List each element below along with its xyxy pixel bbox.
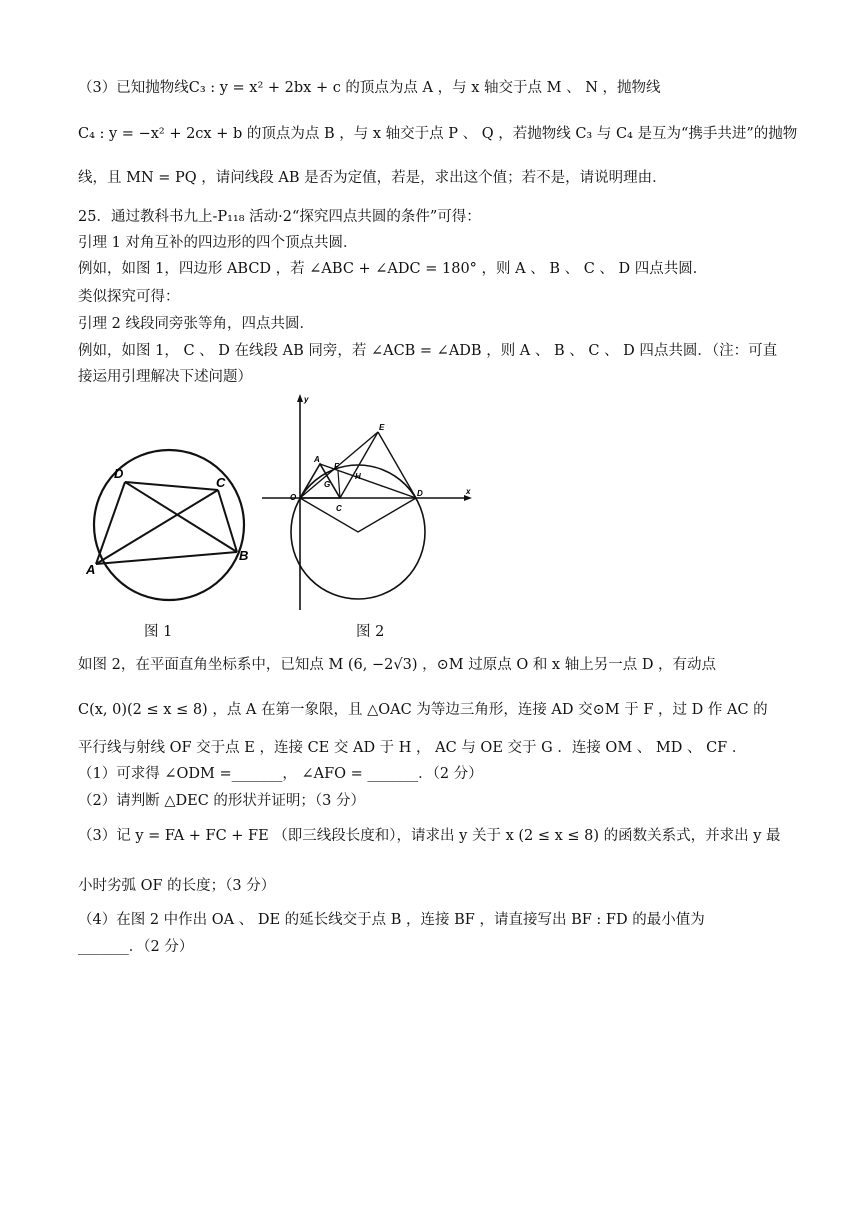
example-1: 例如，如图 1，四边形 ABCD ，若 ∠ABC + ∠ADC = 180° ，则 A 、 B 、 C 、 D 四点共圆．	[78, 261, 708, 277]
q25-setup-line3: 平行线与射线 OF 交于点 E ，连接 CE 交 AD 于 H ， AC 与 OE 交于 G ．连接 OM 、 MD 、 CF ．	[78, 740, 747, 756]
q25-part2: （2）请判断 △DEC 的形状并证明；（3 分）	[78, 793, 365, 809]
q25-setup-line2: C(x, 0)(2 ≤ x ≤ 8) ，点 A 在第一象限，且 △OAC 为等边三角形，连接 AD 交⊙M 于 F ，过 D 作 AC 的	[78, 702, 768, 718]
fig2-label-a: A	[314, 455, 320, 464]
fig2-label-h: H	[355, 472, 361, 481]
fig2-label-y: y	[304, 395, 309, 404]
example-2-line1: 例如，如图 1， C 、 D 在线段 AB 同旁，若 ∠ACB = ∠ADB ，则 A 、 B 、 C 、 D 四点共圆．（注：可直	[78, 343, 778, 359]
similar-text: 类似探究可得：	[78, 289, 180, 305]
q25-intro: 25．通过教科书九上-P₁₁₈ 活动·2“探究四点共圆的条件”可得：	[78, 209, 481, 225]
figure-1	[78, 440, 258, 615]
q25-part3-line2: 小时劣弧 OF 的长度；（3 分）	[78, 878, 276, 894]
fig2-line-de	[378, 432, 416, 498]
q25-setup-line1: 如图 2，在平面直角坐标系中，已知点 M (6, −2√3) ，⊙M 过原点 O 和 x 轴上另一点 D ，有动点	[78, 657, 717, 673]
fig2-label-e: E	[379, 423, 385, 432]
fig2-line-ce	[340, 432, 378, 498]
fig1-label-c: C	[216, 475, 226, 490]
fig2-om-md	[300, 498, 416, 532]
fig1-label-a: A	[86, 562, 96, 577]
q25-part4-line2: _______．（2 分）	[78, 939, 194, 955]
figure-2-caption: 图 2	[356, 624, 385, 640]
fig2-label-x: x	[466, 487, 471, 496]
figure-2	[258, 392, 478, 612]
fig1-label-d: D	[114, 466, 124, 481]
fig1-side-dc	[125, 482, 218, 490]
fig2-label-d: D	[417, 489, 423, 498]
q24-part3-line1: （3）已知抛物线C₃ : y = x² + 2bx + c 的顶点为点 A ，与 x 轴交于点 M 、 N ，抛物线	[78, 80, 661, 96]
q25-part3-line1: （3）记 y = FA + FC + FE （即三线段长度和），请求出 y 关于 x (2 ≤ x ≤ 8) 的函数关系式，并求出 y 最	[78, 828, 781, 844]
fig1-side-ba	[96, 552, 237, 564]
fig2-label-f: F	[334, 462, 339, 471]
fig1-diagonal-db	[125, 482, 237, 552]
fig1-label-b: B	[239, 548, 249, 563]
lemma-1: 引理 1 对角互补的四边形的四个顶点共圆．	[78, 235, 358, 251]
fig2-label-c: C	[336, 504, 342, 513]
q25-part1: （1）可求得 ∠ODM =_______， ∠AFO = _______．（2 分）	[78, 766, 483, 782]
q24-part3-line3: 线，且 MN = PQ ，请问线段 AB 是否为定值，若是，求出这个值；若不是，请说明理由．	[78, 170, 667, 186]
lemma-2: 引理 2 线段同旁张等角，四点共圆．	[78, 316, 314, 332]
figure-1-caption: 图 1	[144, 624, 173, 640]
fig2-label-o: O	[290, 493, 297, 502]
fig2-y-arrow	[297, 394, 303, 402]
example-2-line2: 接运用引理解决下述问题）	[78, 369, 252, 385]
q24-part3-line2: C₄ : y = −x² + 2cx + b 的顶点为点 B ，与 x 轴交于点 P 、 Q ，若抛物线 C₃ 与 C₄ 是互为“携手共进”的抛物	[78, 126, 798, 142]
fig2-label-g: G	[324, 480, 331, 489]
q25-part4-line1: （4）在图 2 中作出 OA 、 DE 的延长线交于点 B ，连接 BF ，请直接写出 BF : FD 的最小值为	[78, 912, 705, 928]
